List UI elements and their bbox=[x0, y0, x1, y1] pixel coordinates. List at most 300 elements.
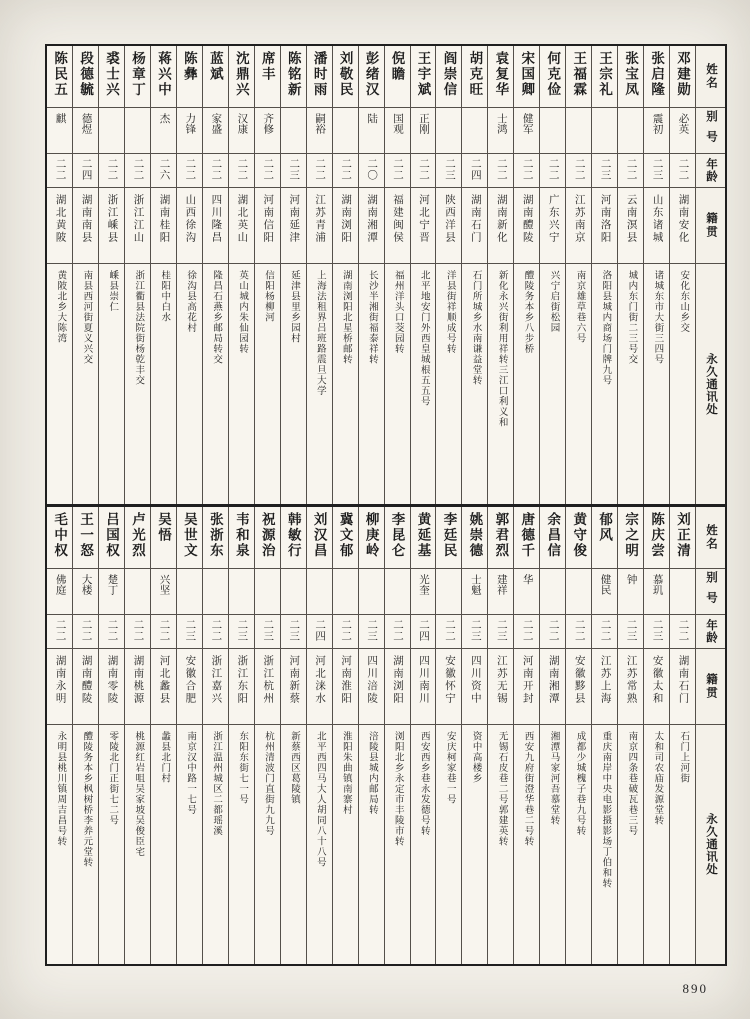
name-cell-text: 裘士兴 bbox=[104, 51, 120, 98]
native-place-cell-text: 浙江嵊县 bbox=[106, 194, 118, 244]
entry-column bbox=[280, 46, 306, 504]
column-header-label: 姓名 bbox=[705, 63, 717, 90]
age-cell-text: 二二 bbox=[236, 158, 248, 181]
entry-column bbox=[47, 46, 72, 504]
address-cell bbox=[644, 725, 669, 965]
age-cell bbox=[644, 615, 669, 649]
age-cell bbox=[307, 154, 332, 188]
address-cell bbox=[540, 264, 565, 504]
name-cell bbox=[592, 46, 617, 108]
native-place-cell-text: 安徽合肥 bbox=[184, 654, 196, 705]
alias-cell bbox=[307, 569, 332, 615]
address-cell bbox=[670, 725, 695, 965]
age-cell bbox=[385, 154, 410, 188]
address-cell bbox=[618, 725, 643, 965]
native-place-cell bbox=[670, 649, 695, 725]
native-place-cell bbox=[47, 188, 72, 264]
alias-cell bbox=[47, 108, 72, 154]
alias-cell-text: 楚丁 bbox=[106, 573, 118, 595]
native-place-cell bbox=[359, 188, 384, 264]
column-header-age bbox=[696, 154, 725, 188]
address-cell bbox=[462, 725, 487, 965]
age-cell bbox=[644, 154, 669, 188]
alias-cell bbox=[618, 108, 643, 154]
alias-cell bbox=[411, 108, 436, 154]
age-cell-text: 二二 bbox=[132, 158, 144, 181]
native-place-cell-text: 四川涪陵 bbox=[366, 654, 378, 705]
native-place-cell bbox=[229, 649, 254, 725]
native-place-cell bbox=[592, 649, 617, 725]
native-place-cell-text: 安徽太和 bbox=[651, 654, 663, 705]
address-cell bbox=[359, 264, 384, 504]
alias-cell-text: 士魁 bbox=[469, 573, 481, 595]
entry-column bbox=[643, 46, 669, 504]
address-cell bbox=[73, 725, 98, 965]
entry-column bbox=[410, 46, 436, 504]
address-cell-text: 石门上河街 bbox=[678, 730, 689, 783]
alias-cell bbox=[47, 569, 72, 615]
column-header-label: 永久通讯处 bbox=[705, 813, 717, 876]
name-cell-text: 郁风 bbox=[597, 511, 613, 543]
native-place-cell bbox=[566, 649, 591, 725]
age-cell bbox=[462, 154, 487, 188]
name-cell bbox=[151, 507, 176, 569]
entry-column bbox=[72, 507, 98, 965]
native-place-cell bbox=[411, 649, 436, 725]
native-place-cell bbox=[177, 188, 202, 264]
native-place-cell bbox=[592, 188, 617, 264]
alias-cell bbox=[644, 108, 669, 154]
age-cell-text: 二六 bbox=[158, 158, 170, 181]
address-cell-text: 淮阳朱曲镇南寨村 bbox=[340, 730, 351, 815]
name-cell bbox=[99, 507, 124, 569]
alias-cell bbox=[670, 108, 695, 154]
age-cell bbox=[151, 615, 176, 649]
name-cell bbox=[514, 507, 539, 569]
address-cell-text: 北平地安门外西皇城根五五号 bbox=[418, 270, 429, 407]
name-cell-text: 宋国卿 bbox=[519, 51, 535, 98]
age-cell-text: 二二 bbox=[599, 618, 611, 642]
name-cell bbox=[255, 507, 280, 569]
name-cell-text: 何克俭 bbox=[545, 51, 561, 98]
column-header-name bbox=[696, 46, 725, 108]
native-place-cell bbox=[670, 188, 695, 264]
age-cell-text: 二二 bbox=[80, 618, 92, 642]
column-header-name bbox=[696, 507, 725, 569]
age-cell-text: 二二 bbox=[392, 618, 404, 642]
native-place-cell bbox=[333, 188, 358, 264]
address-cell bbox=[411, 725, 436, 965]
name-cell-text: 吴世文 bbox=[181, 511, 197, 558]
name-cell-text: 韦和泉 bbox=[233, 511, 249, 558]
native-place-cell-text: 湖南零陵 bbox=[106, 654, 118, 705]
name-cell-text: 卢光烈 bbox=[130, 511, 145, 558]
age-cell-text: 二三 bbox=[184, 618, 196, 642]
native-place-cell-text: 湖南浏阳 bbox=[340, 194, 352, 244]
address-cell-text: 北平西四马大人胡同八十八号 bbox=[314, 730, 325, 867]
native-place-cell bbox=[255, 188, 280, 264]
address-cell bbox=[488, 725, 513, 965]
age-cell-text: 二二 bbox=[210, 158, 222, 181]
age-cell bbox=[73, 615, 98, 649]
column-header-label: 年龄 bbox=[705, 158, 717, 183]
age-cell bbox=[514, 154, 539, 188]
name-cell-text: 李昆仑 bbox=[389, 511, 405, 558]
age-cell-text: 二二 bbox=[340, 618, 352, 642]
alias-cell bbox=[125, 108, 150, 154]
alias-cell bbox=[255, 108, 280, 154]
name-cell bbox=[73, 507, 98, 569]
alias-cell bbox=[203, 569, 228, 615]
name-cell bbox=[670, 46, 695, 108]
column-header-label: 籍贯 bbox=[705, 672, 717, 700]
age-cell-text: 二三 bbox=[599, 158, 611, 181]
native-place-cell-text: 四川隆昌 bbox=[210, 194, 222, 244]
native-place-cell bbox=[203, 188, 228, 264]
native-place-cell bbox=[618, 649, 643, 725]
name-cell bbox=[229, 46, 254, 108]
alias-cell-text: 士鸿 bbox=[495, 113, 507, 134]
register-table-top bbox=[47, 46, 725, 504]
age-cell-text: 二二 bbox=[392, 158, 404, 181]
age-cell-text: 二〇 bbox=[366, 158, 378, 181]
address-cell-text: 太和司农庙发源堂转 bbox=[652, 730, 663, 825]
address-cell bbox=[514, 725, 539, 965]
name-cell bbox=[385, 507, 410, 569]
native-place-cell-text: 河北涞水 bbox=[314, 654, 326, 705]
age-cell bbox=[99, 615, 124, 649]
alias-cell bbox=[540, 569, 565, 615]
address-cell bbox=[385, 264, 410, 504]
name-cell-text: 刘敬民 bbox=[337, 51, 353, 98]
native-place-cell-text: 河北蠡县 bbox=[158, 654, 170, 705]
alias-cell bbox=[566, 569, 591, 615]
address-cell bbox=[255, 725, 280, 965]
address-cell bbox=[177, 725, 202, 965]
name-cell-text: 张宝凤 bbox=[623, 51, 639, 98]
native-place-cell-text: 湖南石门 bbox=[469, 194, 481, 244]
entry-column bbox=[591, 507, 617, 965]
address-cell bbox=[436, 725, 461, 965]
native-place-cell bbox=[307, 188, 332, 264]
alias-cell-text: 正刚 bbox=[417, 113, 429, 134]
age-cell-text: 二二 bbox=[495, 158, 507, 181]
age-cell bbox=[592, 154, 617, 188]
native-place-cell bbox=[644, 188, 669, 264]
alias-cell bbox=[462, 569, 487, 615]
alias-cell-text: 慕玑 bbox=[651, 573, 663, 595]
native-place-cell-text: 江苏常熟 bbox=[625, 654, 637, 705]
address-cell-text: 福州洋头口茭园转 bbox=[392, 270, 403, 354]
column-header-age bbox=[696, 615, 725, 649]
age-cell bbox=[540, 615, 565, 649]
native-place-cell bbox=[540, 649, 565, 725]
entry-column bbox=[513, 507, 539, 965]
age-cell-text: 二二 bbox=[521, 618, 533, 642]
address-cell-text: 信阳杨柳河 bbox=[263, 270, 274, 323]
age-cell-text: 二二 bbox=[677, 158, 689, 181]
column-header-label: 年龄 bbox=[705, 618, 717, 644]
age-cell bbox=[307, 615, 332, 649]
alias-cell-text: 大楼 bbox=[80, 573, 92, 595]
native-place-cell bbox=[151, 649, 176, 725]
age-cell-text: 二三 bbox=[651, 158, 663, 181]
native-place-cell bbox=[411, 188, 436, 264]
entry-column bbox=[461, 507, 487, 965]
name-cell-text: 袁复华 bbox=[493, 51, 509, 98]
age-cell bbox=[514, 615, 539, 649]
native-place-cell-text: 安徽怀宁 bbox=[443, 654, 455, 705]
alias-cell bbox=[618, 569, 643, 615]
entry-column bbox=[513, 46, 539, 504]
address-cell bbox=[177, 264, 202, 504]
native-place-cell bbox=[47, 649, 72, 725]
native-place-cell-text: 湖南醴陵 bbox=[80, 654, 92, 705]
header-column bbox=[695, 507, 725, 965]
native-place-cell bbox=[385, 188, 410, 264]
header-column bbox=[695, 46, 725, 504]
age-cell-text: 二二 bbox=[106, 158, 118, 181]
address-cell-text: 杭州清波门直街九九号 bbox=[263, 730, 274, 836]
address-cell bbox=[592, 264, 617, 504]
address-cell bbox=[566, 264, 591, 504]
address-cell-text: 成都少城槐子巷九号转 bbox=[574, 730, 585, 836]
address-cell bbox=[307, 264, 332, 504]
address-cell-text: 永明县桃川镇周吉昌号转 bbox=[55, 730, 66, 846]
name-cell-text: 郭君烈 bbox=[493, 511, 509, 558]
name-cell bbox=[73, 46, 98, 108]
address-cell-text: 兴宁启街松园 bbox=[548, 270, 559, 333]
address-cell-text: 南京雄草巷六号 bbox=[574, 270, 585, 344]
native-place-cell-text: 江苏南京 bbox=[573, 194, 585, 244]
address-cell-text: 上海法租界吕班路震旦大学 bbox=[314, 270, 325, 396]
alias-cell bbox=[73, 569, 98, 615]
entry-column bbox=[280, 507, 306, 965]
age-cell-text: 二三 bbox=[469, 618, 481, 642]
alias-cell bbox=[333, 569, 358, 615]
alias-cell-text: 德煜 bbox=[80, 113, 92, 134]
entry-column bbox=[565, 507, 591, 965]
age-cell-text: 二二 bbox=[184, 158, 196, 181]
name-cell-text: 段德毓 bbox=[78, 51, 94, 98]
native-place-cell bbox=[618, 188, 643, 264]
name-cell bbox=[203, 507, 228, 569]
alias-cell-text: 杰 bbox=[158, 113, 170, 124]
age-cell bbox=[229, 154, 254, 188]
alias-cell bbox=[670, 569, 695, 615]
address-cell-text: 安庆柯家巷一号 bbox=[444, 730, 455, 804]
alias-cell-text: 汉康 bbox=[236, 113, 248, 134]
age-cell-text: 二三 bbox=[625, 618, 637, 642]
name-cell bbox=[540, 507, 565, 569]
alias-cell bbox=[281, 108, 306, 154]
entry-column bbox=[202, 46, 228, 504]
age-cell-text: 二二 bbox=[625, 158, 637, 181]
alias-cell-text: 兴坚 bbox=[158, 573, 170, 595]
age-cell-text: 二三 bbox=[288, 618, 300, 642]
native-place-cell bbox=[488, 188, 513, 264]
address-cell bbox=[47, 725, 72, 965]
name-cell bbox=[203, 46, 228, 108]
name-cell bbox=[47, 507, 72, 569]
address-cell-text: 东阳东街七一号 bbox=[237, 730, 248, 804]
alias-cell-text: 国观 bbox=[392, 113, 404, 134]
name-cell-text: 彭绪汉 bbox=[363, 51, 379, 98]
entry-column bbox=[384, 46, 410, 504]
alias-cell bbox=[99, 108, 124, 154]
alias-cell bbox=[151, 108, 176, 154]
native-place-cell-text: 湖南石门 bbox=[677, 654, 689, 705]
age-cell bbox=[125, 154, 150, 188]
age-cell bbox=[488, 615, 513, 649]
address-cell bbox=[436, 264, 461, 504]
alias-cell bbox=[229, 569, 254, 615]
entry-column bbox=[72, 46, 98, 504]
age-cell bbox=[99, 154, 124, 188]
name-cell-text: 陈民五 bbox=[52, 51, 68, 98]
native-place-cell bbox=[385, 649, 410, 725]
entry-column bbox=[358, 507, 384, 965]
name-cell bbox=[125, 46, 150, 108]
age-cell bbox=[436, 154, 461, 188]
age-cell-text: 二三 bbox=[236, 618, 248, 642]
address-cell bbox=[47, 264, 72, 504]
age-cell bbox=[566, 154, 591, 188]
age-cell-text: 二四 bbox=[469, 158, 481, 181]
address-cell-text: 石门所城乡水南谦益堂转 bbox=[470, 270, 481, 386]
native-place-cell-text: 湖南湘潭 bbox=[547, 654, 559, 705]
alias-cell-text: 力锋 bbox=[184, 113, 196, 134]
age-cell bbox=[411, 154, 436, 188]
address-cell bbox=[592, 725, 617, 965]
address-cell bbox=[385, 725, 410, 965]
address-cell bbox=[307, 725, 332, 965]
age-cell bbox=[359, 154, 384, 188]
alias-cell bbox=[540, 108, 565, 154]
native-place-cell bbox=[125, 649, 150, 725]
age-cell bbox=[462, 615, 487, 649]
column-header-label: 别号 bbox=[705, 570, 717, 612]
address-cell bbox=[281, 264, 306, 504]
native-place-cell bbox=[333, 649, 358, 725]
name-cell bbox=[592, 507, 617, 569]
name-cell-text: 余昌信 bbox=[545, 511, 561, 558]
age-cell-text: 二二 bbox=[210, 618, 222, 642]
alias-cell bbox=[151, 569, 176, 615]
address-cell-text: 南县西河街夏义兴交 bbox=[81, 270, 92, 365]
entry-column bbox=[228, 507, 254, 965]
native-place-cell-text: 河南延津 bbox=[288, 194, 300, 244]
name-cell bbox=[177, 507, 202, 569]
entry-column bbox=[176, 46, 202, 504]
native-place-cell-text: 湖南南县 bbox=[80, 194, 92, 244]
name-cell bbox=[436, 46, 461, 108]
address-cell bbox=[151, 264, 176, 504]
address-cell-text: 新化永兴街利用祥转三江口利义和 bbox=[496, 270, 507, 428]
native-place-cell-text: 江苏青浦 bbox=[314, 194, 326, 244]
entry-column bbox=[332, 46, 358, 504]
address-cell-text: 重庆南岸中央电影摄影场丁伯和转 bbox=[600, 730, 611, 888]
age-cell-text: 二二 bbox=[443, 618, 455, 642]
name-cell bbox=[47, 46, 72, 108]
native-place-cell-text: 浙江江山 bbox=[132, 194, 144, 244]
alias-cell bbox=[359, 108, 384, 154]
entry-column bbox=[254, 507, 280, 965]
native-place-cell bbox=[281, 649, 306, 725]
age-cell-text: 二二 bbox=[547, 618, 559, 642]
native-place-cell-text: 山西徐沟 bbox=[184, 194, 196, 244]
native-place-cell-text: 广东兴宁 bbox=[547, 194, 559, 244]
register-frame bbox=[45, 44, 727, 966]
alias-cell-text: 嗣裕 bbox=[314, 113, 326, 134]
alias-cell-text: 陆 bbox=[366, 113, 378, 124]
alias-cell bbox=[333, 108, 358, 154]
address-cell bbox=[514, 264, 539, 504]
age-cell bbox=[203, 154, 228, 188]
native-place-cell-text: 湖南湘潭 bbox=[366, 194, 378, 244]
alias-cell bbox=[125, 569, 150, 615]
native-place-cell bbox=[307, 649, 332, 725]
age-cell bbox=[592, 615, 617, 649]
address-cell-text: 资中高楼乡 bbox=[470, 730, 481, 783]
address-cell bbox=[333, 264, 358, 504]
native-place-cell-text: 江苏上海 bbox=[599, 654, 611, 705]
name-cell-text: 陈铭新 bbox=[285, 51, 301, 98]
address-cell-text: 浏阳北乡永定市丰陵市转 bbox=[392, 730, 403, 846]
native-place-cell bbox=[99, 188, 124, 264]
entry-column bbox=[176, 507, 202, 965]
address-cell-text: 浙江温州城区二都瑶溪 bbox=[211, 730, 222, 836]
name-cell-text: 陈彝 bbox=[181, 51, 197, 82]
alias-cell bbox=[203, 108, 228, 154]
age-cell bbox=[255, 154, 280, 188]
age-cell-text: 二二 bbox=[677, 618, 689, 642]
address-cell bbox=[99, 264, 124, 504]
name-cell-text: 倪瞻 bbox=[389, 51, 405, 82]
alias-cell-text: 健民 bbox=[599, 573, 611, 595]
address-cell-text: 洛阳县城内商场门牌九号 bbox=[600, 270, 611, 386]
address-cell bbox=[203, 264, 228, 504]
native-place-cell bbox=[644, 649, 669, 725]
name-cell bbox=[462, 46, 487, 108]
entry-column bbox=[306, 507, 332, 965]
name-cell-text: 潘时雨 bbox=[311, 51, 327, 98]
alias-cell-text: 光奎 bbox=[417, 573, 429, 595]
alias-cell bbox=[514, 569, 539, 615]
native-place-cell-text: 河北宁晋 bbox=[417, 194, 429, 244]
column-header-label: 姓名 bbox=[705, 523, 717, 551]
entry-column bbox=[384, 507, 410, 965]
entry-column bbox=[254, 46, 280, 504]
age-cell-text: 二三 bbox=[651, 618, 663, 642]
address-cell bbox=[281, 725, 306, 965]
name-cell bbox=[566, 46, 591, 108]
address-cell-text: 湖南浏阳北星桥邮转 bbox=[340, 270, 351, 365]
age-cell-text: 二二 bbox=[547, 158, 559, 181]
address-cell-text: 隆昌石燕乡邮局转交 bbox=[211, 270, 222, 365]
name-cell bbox=[670, 507, 695, 569]
alias-cell bbox=[411, 569, 436, 615]
page-number: 890 bbox=[682, 981, 708, 996]
address-cell bbox=[203, 725, 228, 965]
entry-column bbox=[435, 507, 461, 965]
age-cell-text: 二二 bbox=[573, 618, 585, 642]
address-cell bbox=[125, 725, 150, 965]
name-cell-text: 杨章丁 bbox=[130, 51, 145, 98]
address-cell-text: 无锡石皮巷二号郭建英转 bbox=[496, 730, 507, 846]
native-place-cell bbox=[566, 188, 591, 264]
native-place-cell-text: 四川资中 bbox=[469, 654, 481, 705]
